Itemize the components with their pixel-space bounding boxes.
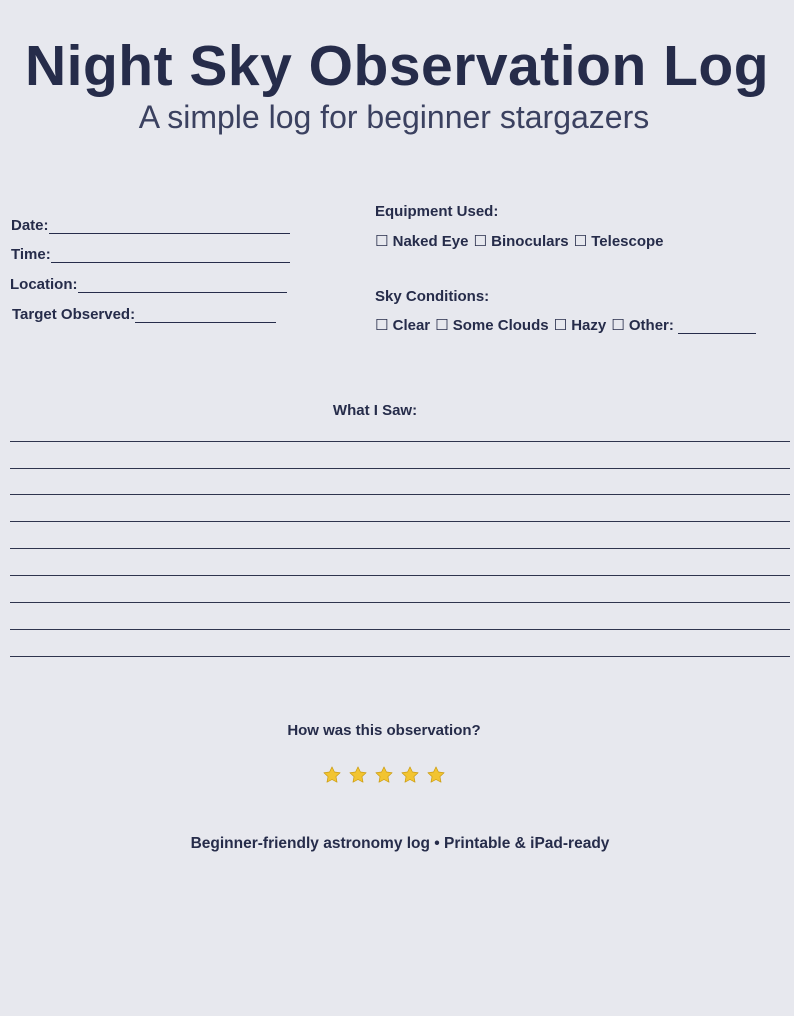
time-label: Time: [11,246,51,263]
page-subtitle: A simple log for beginner stargazers [138,99,650,135]
target-observed-field[interactable] [12,303,276,323]
star-icon[interactable] [374,765,394,785]
equipment-option-naked-eye[interactable]: ☐ Naked Eye [375,233,469,250]
equipment-options [375,232,669,250]
page-title: Night Sky Observation Log [24,34,770,98]
notes-line[interactable] [10,521,790,522]
time-line[interactable] [51,248,290,263]
star-rating[interactable] [322,765,452,785]
notes-line[interactable] [10,629,790,630]
star-icon[interactable] [426,765,446,785]
sky-other-line[interactable] [678,319,756,334]
equipment-option-telescope[interactable]: ☐ Telescope [573,233,664,250]
sky-option-other[interactable]: ☐ Other: [611,317,674,334]
equipment-label: Equipment Used: [375,203,499,220]
footer-note: Beginner-friendly astronomy log • Printable & iPad-ready [190,835,610,852]
sky-option-hazy[interactable]: ☐ Hazy [553,317,607,334]
sky-option-some-clouds[interactable]: ☐ Some Clouds [435,317,549,334]
sky-conditions-label: Sky Conditions: [375,288,490,305]
notes-line[interactable] [10,441,790,442]
date-field[interactable] [11,214,290,234]
notes-line[interactable] [10,602,790,603]
location-line[interactable] [78,278,287,293]
rating-question: How was this observation? [287,722,481,739]
target-observed-label: Target Observed: [12,306,136,323]
date-line[interactable] [49,219,290,234]
sky-option-clear[interactable]: ☐ Clear [375,317,431,334]
notes-line[interactable] [10,494,790,495]
date-label: Date: [11,217,49,234]
equipment-option-binoculars[interactable]: ☐ Binoculars [473,233,569,250]
time-field[interactable] [11,243,290,263]
sky-conditions-options [375,316,756,334]
star-icon[interactable] [400,765,420,785]
location-label: Location: [10,276,78,293]
notes-line[interactable] [10,575,790,576]
star-icon[interactable] [322,765,342,785]
target-observed-line[interactable] [135,308,276,323]
what-i-saw-label: What I Saw: [332,402,418,419]
notes-line[interactable] [10,656,790,657]
notes-line[interactable] [10,548,790,549]
location-field[interactable] [10,273,287,293]
notes-line[interactable] [10,468,790,469]
star-icon[interactable] [348,765,368,785]
